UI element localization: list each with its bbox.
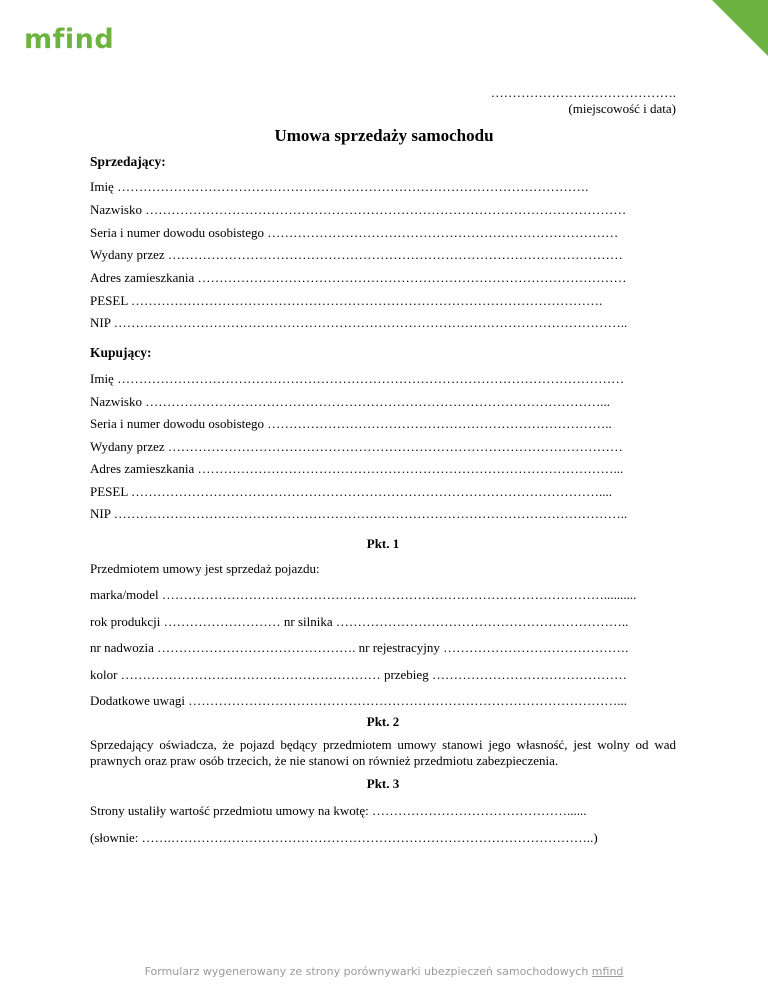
seller-last-name-field[interactable]: Nazwisko ………………………………………………………………………………………………… — [90, 202, 627, 217]
pkt1-intro: Przedmiotem umowy jest sprzedaż pojazdu: — [90, 561, 320, 576]
seller-id-number-field[interactable]: Seria i numer dowodu osobistego ……………………………………………………………………… — [90, 225, 619, 240]
buyer-issued-by-field[interactable]: Wydany przez …………………………………………………………………………………………… — [90, 439, 623, 454]
seller-pesel-field[interactable]: PESEL ………………………………………………………………………………………………. — [90, 293, 603, 308]
footer-brand-link[interactable]: mfind — [591, 965, 624, 978]
vehicle-make-model-field[interactable]: marka/model ………………………………………………………………………………………….......... — [90, 587, 637, 602]
price-in-words-field[interactable]: (słownie: …….……………………………………………………………………………………..) — [90, 830, 598, 845]
buyer-first-name-field[interactable]: Imię ……………………………………………………………………………………………………… — [90, 371, 625, 386]
mfind-logo: mfind — [24, 24, 115, 55]
pkt3-heading: Pkt. 3 — [366, 776, 400, 791]
seller-issued-by-field[interactable]: Wydany przez …………………………………………………………………………………………… — [90, 247, 623, 262]
seller-nip-field[interactable]: NIP ……………………………………………………………………………………………………….. — [90, 315, 628, 330]
buyer-last-name-field[interactable]: Nazwisko ……………………………………………………………………………………………... — [90, 394, 610, 409]
price-amount-field[interactable]: Strony ustaliły wartość przedmiotu umowy na kwotę: ………………………………………...... — [90, 803, 587, 818]
production-year-engine-field[interactable]: rok produkcji ……………………… nr silnika ………………………………………………………….. — [90, 614, 629, 629]
seller-first-name-field[interactable]: Imię ………………………………………………………………………………………………. — [90, 179, 589, 194]
vin-registration-field[interactable]: nr nadwozia ………………………………………. nr rejestracyjny ……………………………………. — [90, 640, 629, 655]
color-mileage-field[interactable]: kolor …………………………………………………… przebieg ……………………………………… — [90, 667, 627, 682]
additional-notes-field[interactable]: Dodatkowe uwagi ………………………………………………………………………………………... — [90, 693, 627, 708]
pkt1-heading: Pkt. 1 — [366, 536, 400, 551]
seller-heading: Sprzedający: — [90, 154, 166, 169]
pkt2-heading: Pkt. 2 — [366, 714, 400, 729]
buyer-id-number-field[interactable]: Seria i numer dowodu osobistego …………………………………………………………………….. — [90, 416, 612, 431]
footer — [0, 965, 768, 978]
buyer-address-field[interactable]: Adres zamieszkania ……………………………………………………………………………………... — [90, 461, 624, 476]
document-title: Umowa sprzedaży samochodu — [274, 126, 494, 145]
buyer-nip-field[interactable]: NIP ……………………………………………………………………………………………………….. — [90, 506, 628, 521]
pkt2-text: Sprzedający oświadcza, że pojazd będący przedmiotem umowy stanowi jego własność, jest wolny od wad prawnych oraz praw osób trzecich, że nie stanowi on również przedmiotu zabezpieczenia. — [90, 737, 676, 768]
buyer-heading: Kupujący: — [90, 345, 152, 360]
footer-text: Formularz wygenerowany ze strony porównywarki ubezpieczeń samochodowych — [144, 965, 592, 978]
date-dots: ……………………………………. — [490, 85, 676, 100]
seller-address-field[interactable]: Adres zamieszkania ……………………………………………………………………………………… — [90, 270, 627, 285]
date-label: (miejscowość i data) — [568, 101, 676, 116]
buyer-pesel-field[interactable]: PESEL ……………………………………………………………………………………………….... — [90, 484, 613, 499]
corner-decoration — [712, 0, 768, 56]
